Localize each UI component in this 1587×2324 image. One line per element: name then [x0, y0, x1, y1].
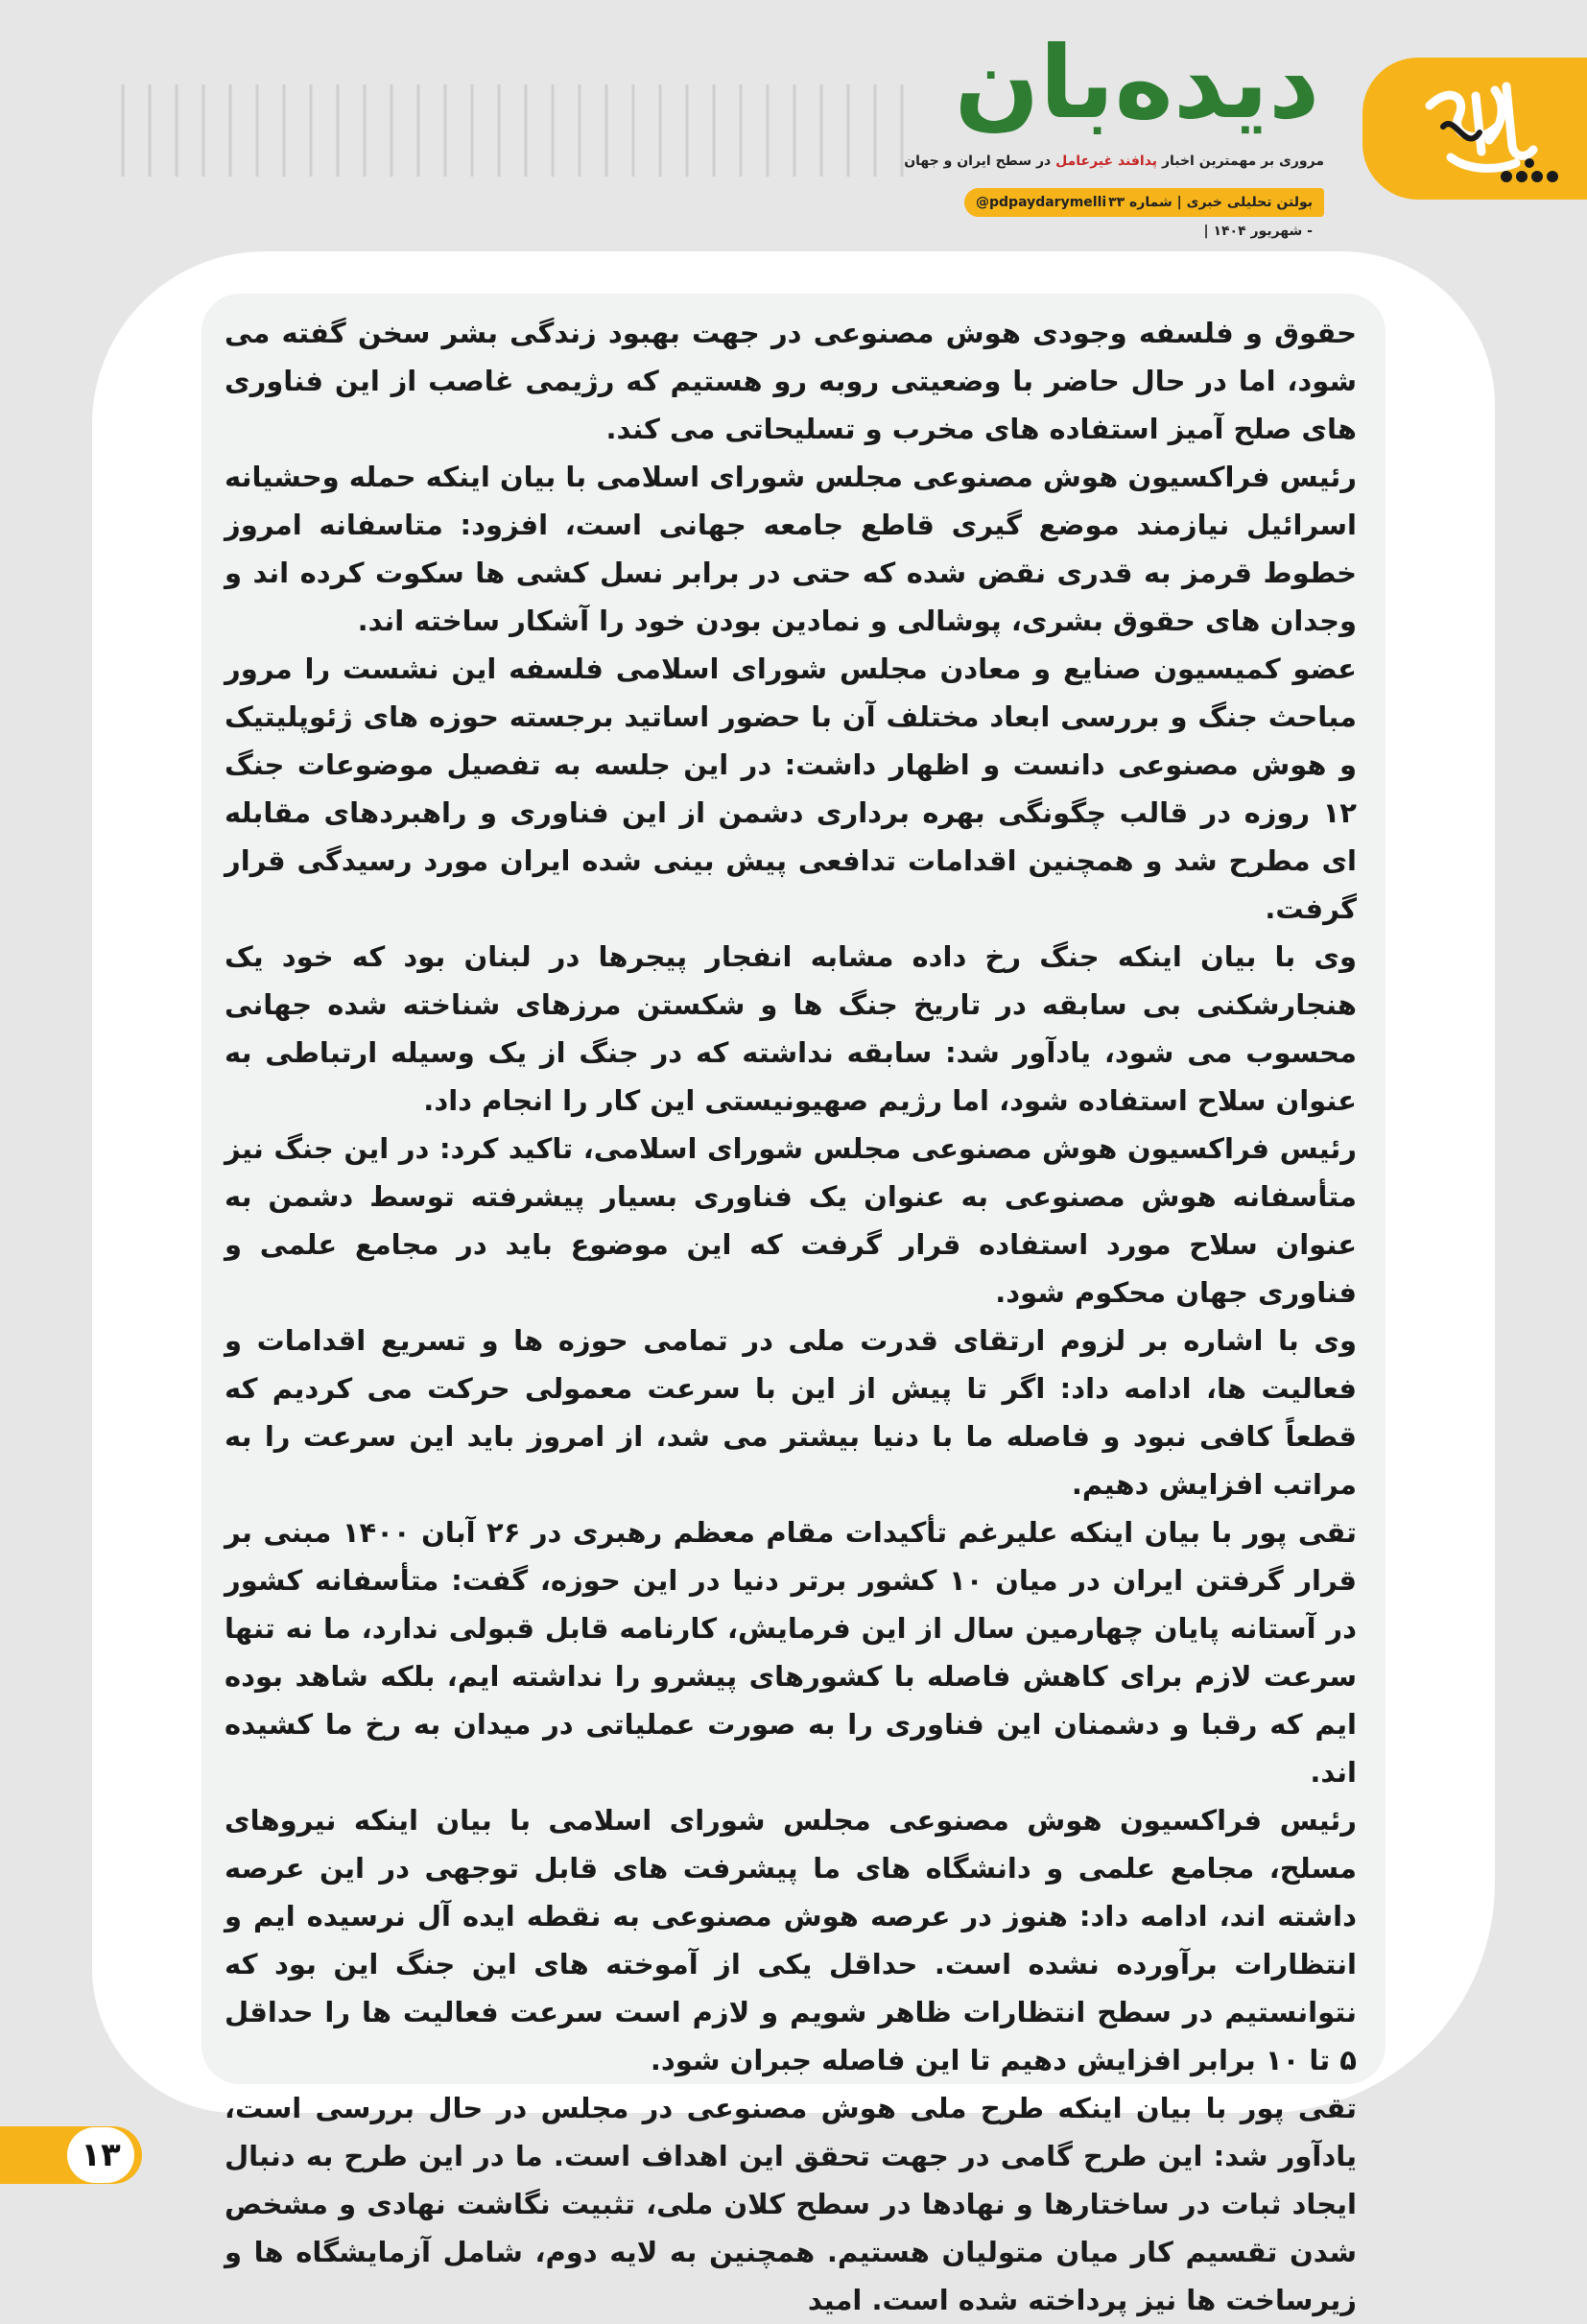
article-paragraph: وی با بیان اینکه جنگ رخ داده مشابه انفجار پیجرها در لبنان بود که خود یک هنجارشکنی بی سابقه در تاریخ جنگ ها و شکستن مرزهای شناخته شده جهانی محسوب می شود، یادآور شد: سابقه نداشته که در جنگ از یک وسیله ارتباطی به عنوان سلاح استفاده شود، اما رژیم صهیونیستی این کار را انجام داد. [225, 940, 1357, 1117]
subtitle-highlight: پدافند غیرعامل [1055, 154, 1158, 169]
article-paragraph: وی با اشاره بر لزوم ارتقای قدرت ملی در تمامی حوزه ها و تسریع اقدامات و فعالیت ها، ادامه داد: اگر تا پیش از این با سرعت معمولی حرکت می کردیم که قطعاً کافی نبود و فاصله ما با دنیا بیشتر می شد، از امروز باید این سرعت را به مراتب افزایش دهیم. [225, 1324, 1357, 1501]
calligraphy-logo-icon [1362, 58, 1587, 200]
subtitle-prefix: مروری بر مهمترین اخبار [1161, 154, 1324, 169]
page-header [0, 0, 1587, 239]
article-paragraph: تقی پور با بیان اینکه علیرغم تأکیدات مقام معظم رهبری در ۲۶ آبان ۱۴۰۰ مبنی بر قرار گرفتن ایران در میان ۱۰ کشور برتر دنیا در این حوزه، گفت: متأسفانه کشور در آستانه پایان چهارمین سال از این فرمایش، کارنامه قابل قبولی ندارد، ما نه تنها سرعت لازم برای کاهش فاصله با کشورهای پیشرو را نداشته ایم، بلکه شاهد بوده ایم که رقبا و دشمنان این فناوری را به صورت عملیاتی در میدان به رخ ما کشیده اند. [225, 1516, 1357, 1789]
page-number: ۱۳ [67, 2127, 134, 2183]
article-paragraph: عضو کمیسیون صنایع و معادن مجلس شورای اسلامی فلسفه این نشست را مرور مباحث جنگ و بررسی ابعاد مختلف آن با حضور اساتید برجسته حوزه های ژئوپلیتیک و هوش مصنوعی دانست و اظهار داشت: در این جلسه به تفصیل موضوعات جنگ ۱۲ روزه در قالب چگونگی بهره برداری دشمن از این فناوری و راهبردهای مقابله ای مطرح شد و همچنین اقدامات تدافعی پیش بینی شده ایران مورد رسیدگی قرار گرفت. [225, 652, 1357, 925]
subtitle-suffix: در سطح ایران و جهان [904, 154, 1052, 169]
article-paragraph: تقی پور با بیان اینکه طرح ملی هوش مصنوعی در مجلس در حال بررسی است، یادآور شد: این طرح گامی در جهت تحقق این اهداف است. ما در این طرح به دنبال ایجاد ثبات در ساختارها و نهادها در سطح کلان ملی، تثبیت نگاشت نهادی و مشخص شدن تقسیم کار میان متولیان هستیم. همچنین به لایه دوم، شامل آزمایشگاه ها و زیرساخت ها نیز پرداخته شده است. امید [225, 2092, 1357, 2316]
masthead-subtitle [904, 154, 1324, 169]
article-paragraph: رئیس فراکسیون هوش مصنوعی مجلس شورای اسلامی، تاکید کرد: در این جنگ نیز متأسفانه هوش مصنوعی به عنوان یک فناوری بسیار پیشرفته توسط دشمن به عنوان سلاح مورد استفاده قرار گرفت که این موضوع باید در مجامع علمی و فناوری جهان محکوم شود. [225, 1132, 1357, 1309]
bulletin-info-bar [964, 188, 1324, 239]
bulletin-info: بولتن تحلیلی خبری | شماره ۳۳ - شهریور ۱۴۰۴ | [1108, 195, 1313, 239]
decorative-stripes [115, 84, 931, 180]
article-paragraph: رئیس فراکسیون هوش مصنوعی مجلس شورای اسلامی با بیان اینکه نیروهای مسلح، مجامع علمی و دانشگاه های ما پیشرفت های قابل توجهی در این عرصه داشته اند، ادامه داد: هنوز در عرصه هوش مصنوعی به نقطه ایده آل نرسیده ایم و انتظارات برآورده نشده است. حداقل یکی از آموخته های این جنگ این بود که نتوانستیم در سطح انتظارات ظاهر شویم و لازم است سرعت فعالیت ها را حداقل ۵ تا ۱۰ برابر افزایش دهیم تا این فاصله جبران شود. [225, 1804, 1357, 2076]
social-handle: @pdpaydarymelli [976, 195, 1107, 210]
masthead [904, 19, 1334, 239]
article-body [225, 309, 1357, 2324]
article-paragraph: رئیس فراکسیون هوش مصنوعی مجلس شورای اسلامی با بیان اینکه حمله وحشیانه اسرائیل نیازمند موضع گیری قاطع جامعه جهانی است، افزود: متاسفانه امروز خطوط قرمز به قدری نقض شده که حتی در برابر نسل کشی ها سکوت کرده اند و وجدان های حقوق بشری، پوشالی و نمادین بودن خود را آشکار ساخته اند. [225, 461, 1357, 637]
masthead-title: دیده‌بان [954, 24, 1320, 141]
publisher-logo [1362, 58, 1587, 200]
article-paragraph: حقوق و فلسفه وجودی هوش مصنوعی در جهت بهبود زندگی بشر سخن گفته می شود، اما در حال حاضر با وضعیتی روبه رو هستیم که رژیمی غاصب از این فناوری های صلح آمیز استفاده های مخرب و تسلیحاتی می کند. [225, 317, 1357, 445]
